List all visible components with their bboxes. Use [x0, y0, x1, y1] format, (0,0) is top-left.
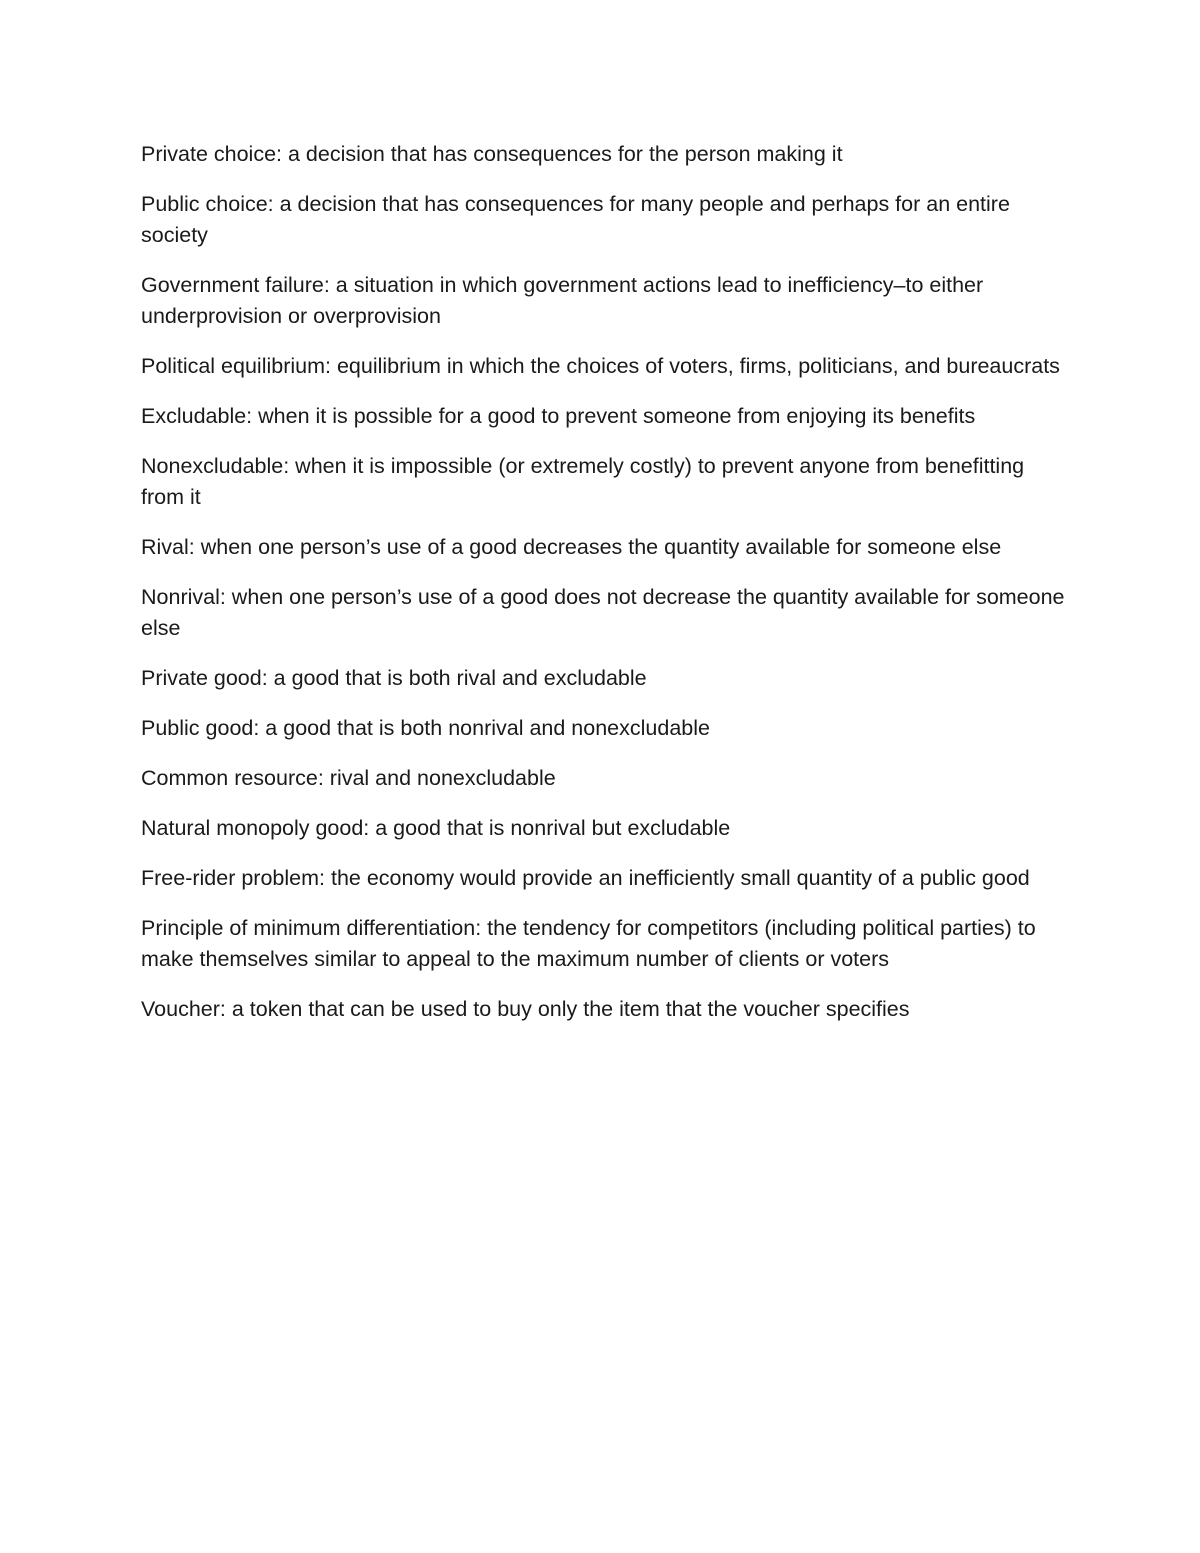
definition-private-choice: Private choice: a decision that has consequences for the person making it — [141, 142, 843, 166]
definition-natural-monopoly-good: Natural monopoly good: a good that is nonrival but excludable — [141, 816, 731, 840]
definition-free-rider-problem: Free-rider problem: the economy would provide an inefficiently small quantity of a public good — [141, 866, 1030, 890]
definition-excludable: Excludable: when it is possible for a good to prevent someone from enjoying its benefits — [141, 404, 976, 428]
definition-nonexcludable: Nonexcludable: when it is impossible (or extremely costly) to prevent anyone from benefitting from it — [141, 454, 1025, 509]
definition-private-good: Private good: a good that is both rival and excludable — [141, 666, 647, 690]
definition-principle-of-minimum-differentiation: Principle of minimum differentiation: the tendency for competitors (including political parties) to make themselves similar to appeal to the maximum number of clients or voters — [141, 916, 1036, 971]
definition-common-resource: Common resource: rival and nonexcludable — [141, 766, 556, 790]
definition-public-good: Public good: a good that is both nonrival and nonexcludable — [141, 716, 710, 740]
definition-political-equilibrium: Political equilibrium: equilibrium in which the choices of voters, firms, politicians, and bureaucrats — [141, 354, 1060, 378]
definitions-list — [141, 139, 1066, 1044]
definition-voucher: Voucher: a token that can be used to buy only the item that the voucher specifies — [141, 997, 910, 1021]
definition-rival: Rival: when one person’s use of a good decreases the quantity available for someone else — [141, 535, 1002, 559]
definition-government-failure: Government failure: a situation in which government actions lead to inefficiency–to either underprovision or overprovision — [141, 273, 984, 328]
definition-nonrival: Nonrival: when one person’s use of a good does not decrease the quantity available for someone else — [141, 585, 1065, 640]
definition-public-choice: Public choice: a decision that has consequences for many people and perhaps for an entire society — [141, 192, 1010, 247]
